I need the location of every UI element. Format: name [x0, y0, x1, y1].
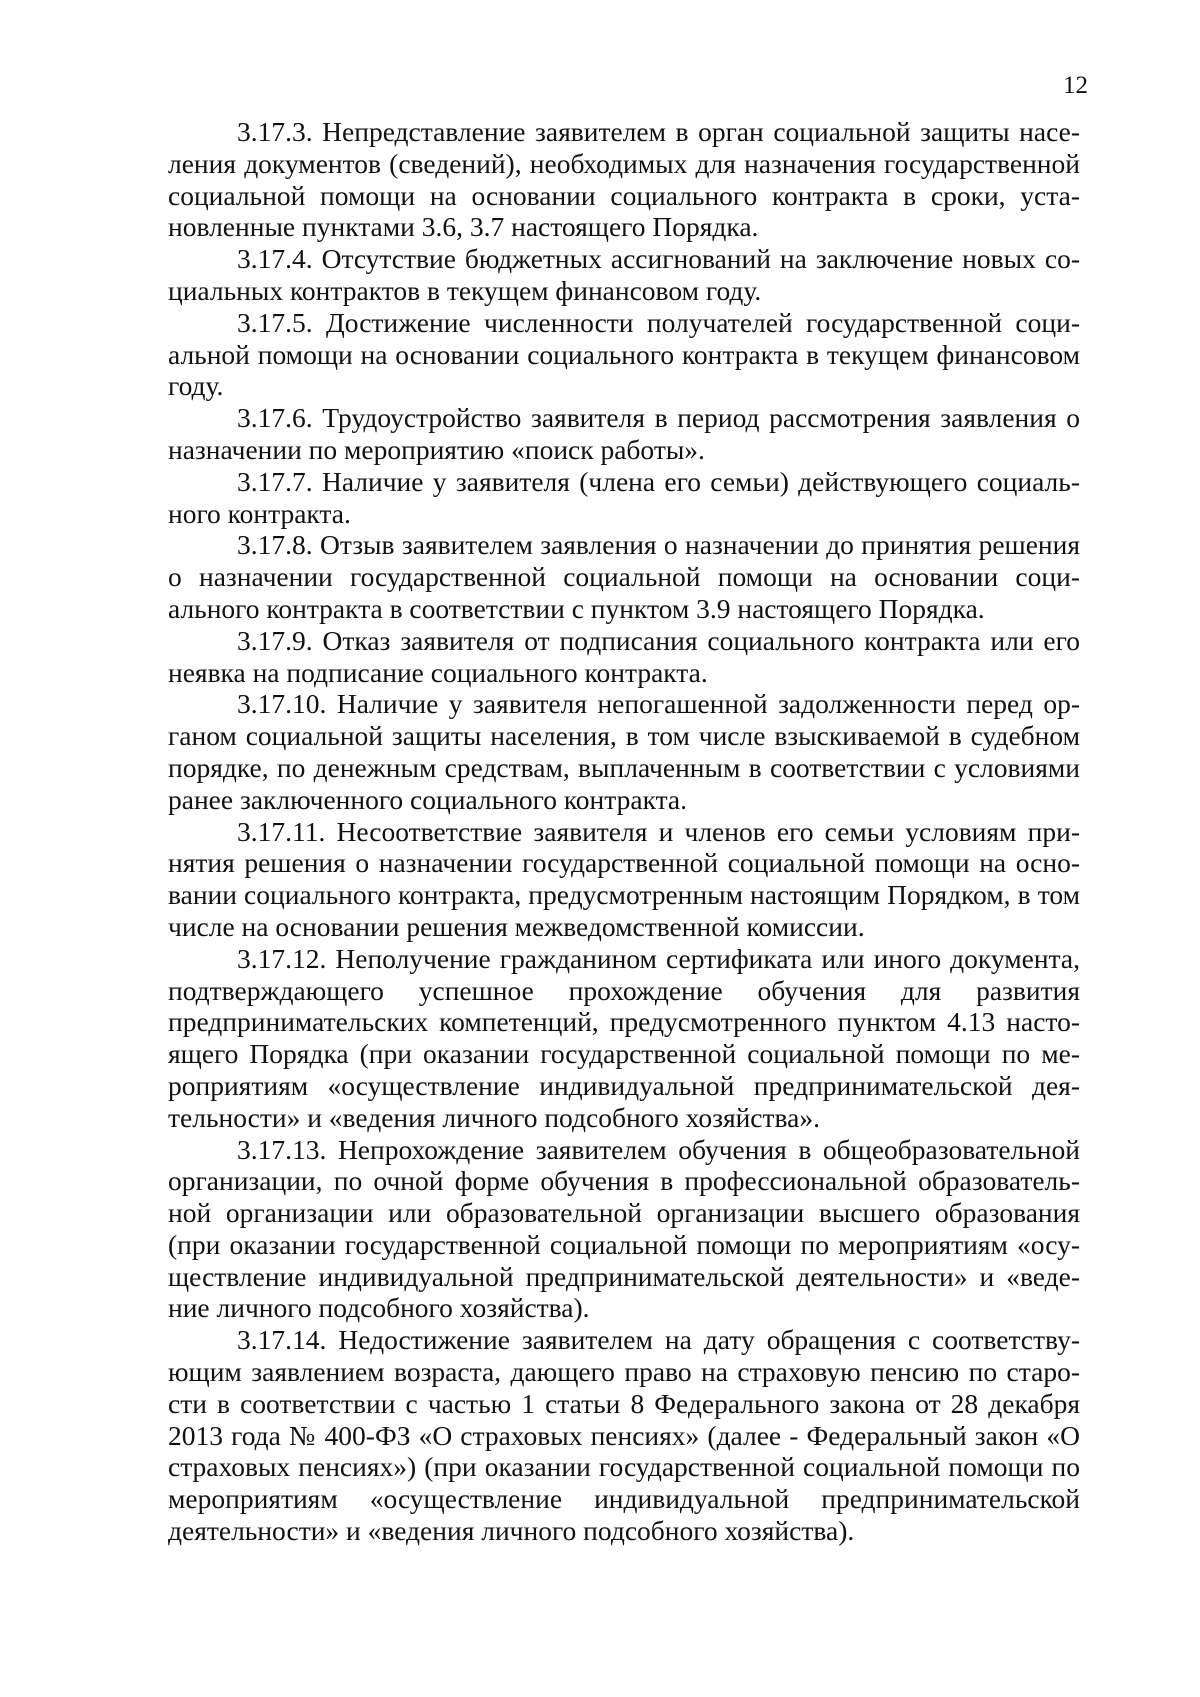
paragraph-3-17-8: 3.17.8. Отзыв заявителем заявления о назначении до принятия решения о назначении государственной социальной помощи на основании социального контракта в соответствии с пунктом 3.9 настоящего Порядка.: [168, 529, 1080, 624]
document-body: [168, 116, 1080, 1547]
paragraph-3-17-4: 3.17.4. Отсутствие бюджетных ассигнований на заключение новых социальных контрактов в текущем финансовом году.: [168, 243, 1080, 306]
paragraph-3-17-7: 3.17.7. Наличие у заявителя (члена его семьи) действующего социального контракта.: [168, 465, 1080, 529]
paragraph-3-17-3: 3.17.3. Непредставление заявителем в орган социальной защиты населения документов (сведений), необходимых для назначения государственной социальной помощи на основании социального контракта в сроки, установленные пунктами 3.6, 3.7 настоящего Порядка.: [168, 116, 1080, 243]
paragraph-3-17-11: 3.17.11. Несоответствие заявителя и членов его семьи условиям принятия решения о назначении государственной социальной помощи на основании социального контракта, предусмотренным настоящим Порядком, в том числе на основании решения межведомственной комиссии.: [168, 815, 1080, 942]
paragraph-3-17-5: 3.17.5. Достижение численности получателей государственной социальной помощи на основании социального контракта в текущем финансовом году.: [168, 306, 1080, 402]
paragraph-3-17-6: 3.17.6. Трудоустройство заявителя в период рассмотрения заявления о назначении по мероприятию «поиск работы».: [168, 402, 1080, 465]
paragraph-3-17-14: 3.17.14. Недостижение заявителем на дату обращения с соответствующим заявлением возраста, дающего право на страховую пенсию по старости в соответствии с частью 1 статьи 8 Федерального закона от 28 декабря 2013 года № 400-ФЗ «О страховых пенсиях» (далее - Федеральный закон «О страховых пенсиях») (при оказании государственной социальной помощи по мероприятиям «осуществление индивидуальной предпринимательской деятельности» и «ведения личного подсобного хозяйства).: [168, 1324, 1080, 1547]
paragraph-3-17-13: 3.17.13. Непрохождение заявителем обучения в общеобразовательной организации, по очной форме обучения в профессиональной образовательной организации или образовательной организации высшего образования (при оказании государственной социальной помощи по мероприятиям «осуществление индивидуальной предпринимательской деятельности» и «ведение личного подсобного хозяйства).: [168, 1133, 1080, 1324]
paragraph-3-17-9: 3.17.9. Отказ заявителя от подписания социального контракта или его неявка на подписание социального контракта.: [168, 624, 1080, 688]
paragraph-3-17-10: 3.17.10. Наличие у заявителя непогашенной задолженности перед органом социальной защиты населения, в том числе взыскиваемой в судебном порядке, по денежным средствам, выплаченным в соответствии с условиями ранее заключенного социального контракта.: [168, 688, 1080, 815]
page-number: 12: [1063, 72, 1088, 99]
paragraph-3-17-12: 3.17.12. Неполучение гражданином сертификата или иного документа, подтверждающего успешное прохождение обучения для развития предпринимательских компетенций, предусмотренного пунктом 4.13 настоящего Порядка (при оказании государственной социальной помощи по мероприятиям «осуществление индивидуальной предпринимательской деятельности» и «ведения личного подсобного хозяйства».: [168, 942, 1080, 1133]
